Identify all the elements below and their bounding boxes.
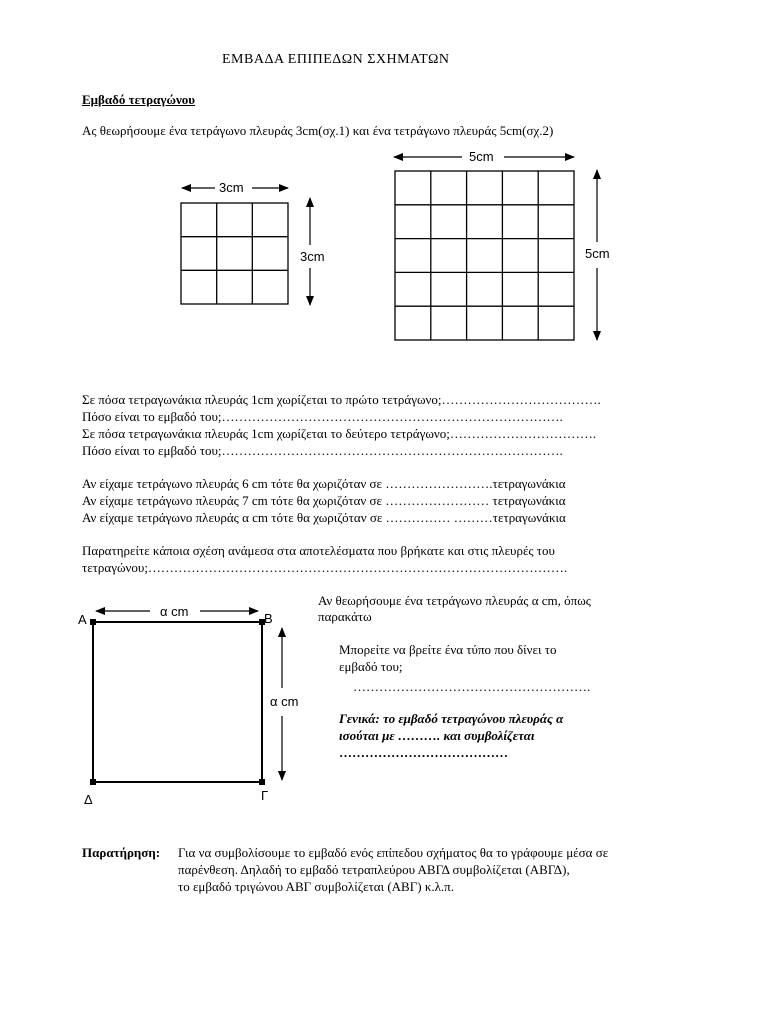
formula-question-1: Μπορείτε να βρείτε ένα τύπο που δίνει το: [339, 642, 557, 657]
vertex-label-b: Β: [264, 611, 273, 626]
vertex-dot-d: [90, 779, 96, 785]
question-2: Πόσο είναι το εμβαδό του;…………………………………………………………………….: [82, 409, 563, 424]
general-rule-line-1: Γενικά: το εμβαδό τετραγώνου πλευράς α: [339, 711, 564, 726]
question-3: Σε πόσα τετραγωνάκια πλευράς 1cm χωρίζεται το δεύτερο τετράγωνο;…………………………….: [82, 426, 597, 441]
general-rule-line-2: ισούται με ………. και συμβολίζεται: [339, 728, 535, 743]
vertex-dot-g: [259, 779, 265, 785]
question-4: Πόσο είναι το εμβαδό του;…………………………………………………………………….: [82, 443, 563, 458]
fig3-square: [93, 622, 262, 782]
right-text-line-1: Αν θεωρήσουμε ένα τετράγωνο πλευράς α cm, όπως: [318, 593, 591, 608]
if-line-a-cm: Αν είχαμε τετράγωνο πλευράς α cm τότε θα χωριζόταν σε …………… ………τετραγωνάκια: [82, 510, 566, 525]
vertex-label-a: Α: [78, 612, 87, 627]
observe-line-2: τετραγώνου;…………………………………………………………………………………….: [82, 560, 568, 575]
note-line-3: το εμβαδό τριγώνου ΑΒΓ συμβολίζεται (ΑΒΓ) κ.λ.π.: [178, 879, 454, 894]
page-title: ΕΜΒΑΔΑ ΕΠΙΠΕΔΩΝ ΣΧΗΜΑΤΩΝ: [222, 52, 450, 67]
note-label: Παρατήρηση:: [82, 845, 161, 860]
question-1: Σε πόσα τετραγωνάκια πλευράς 1cm χωρίζεται το πρώτο τετράγωνο;……………………………….: [82, 392, 601, 407]
fig1-height-label: 3cm: [300, 249, 325, 264]
formula-answer-line: ……………………………………………….: [353, 679, 591, 694]
vertex-label-d: Δ: [84, 792, 93, 807]
note-line-1: Για να συμβολίσουμε το εμβαδό ενός επίπεδου σχήματος θα το γράφουμε μέσα σε: [178, 845, 609, 860]
vertex-label-g: Γ: [261, 788, 269, 803]
fig3-side-label: α cm: [270, 694, 299, 709]
formula-question-2: εμβαδό του;: [339, 659, 403, 674]
fig2-width-label: 5cm: [469, 149, 494, 164]
intro-text: Ας θεωρήσουμε ένα τετράγωνο πλευράς 3cm(σχ.1) και ένα τετράγωνο πλευράς 5cm(σχ.2): [82, 123, 554, 138]
general-rule-line-3: …………………………………: [339, 745, 508, 760]
note-line-2: παρένθεση. Δηλαδή το εμβαδό τετραπλεύρου ΑΒΓΔ συμβολίζεται (ΑΒΓΔ),: [178, 862, 570, 877]
if-line-7cm: Αν είχαμε τετράγωνο πλευράς 7 cm τότε θα χωριζόταν σε …………………… τετραγωνάκια: [82, 493, 566, 508]
observe-line-1: Παρατηρείτε κάποια σχέση ανάμεσα στα αποτελέσματα που βρήκατε και στις πλευρές του: [82, 543, 555, 558]
section-heading: Εμβαδό τετραγώνου: [82, 92, 196, 107]
vertex-dot-a: [90, 619, 96, 625]
if-line-6cm: Αν είχαμε τετράγωνο πλευράς 6 cm τότε θα χωριζόταν σε …………………….τετραγωνάκια: [82, 476, 566, 491]
fig1-width-label: 3cm: [219, 180, 244, 195]
fig2-height-label: 5cm: [585, 246, 610, 261]
right-text-line-2: παρακάτω: [318, 609, 372, 624]
fig3-top-label: α cm: [160, 604, 189, 619]
